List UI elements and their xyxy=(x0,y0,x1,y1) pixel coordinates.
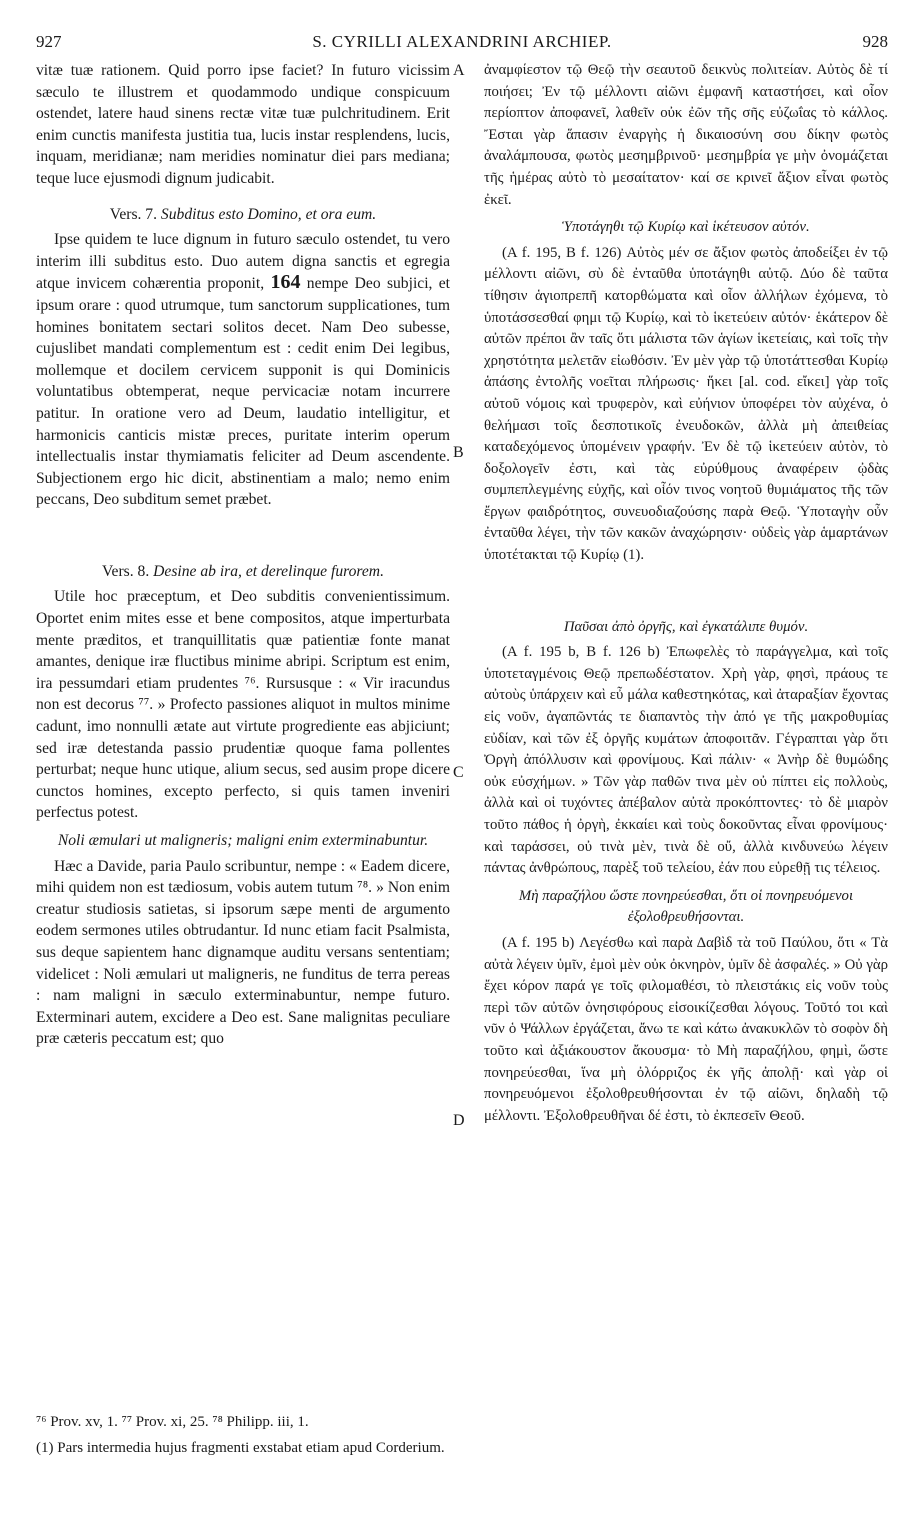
margin-letter-d: D xyxy=(453,1112,465,1129)
greek-paragraph-2-ref: (A f. 195 b, B f. 126 b) xyxy=(502,644,660,661)
latin-paragraph-1b: nempe Deo subjici, et ipsum orare : quod utrumque, tum sanctorum supplicationes, tum homines bonitatem sectari solitos decet. Nam Deo subesse, cujuslibet mandati complementum est : cedit enim Dei legibus, mollemque et docilem cervicem supponit is qui Dominicis voluntatibus obtemperat, neque pervicaciæ notam incurrere patitur. In oratione vero ad Deum, laudatio intelligitur, et harmonicis canticis mistæ preces, puritate interim operum intellectualis instar thymiamatis feliciter ad Deum ascendente. Subjectionem ergo hic dicit, abstinentiam a malo; nemo enim peccans, Deo subditum semet præbet. xyxy=(36,275,450,509)
latin-paragraph-3: Hæc a Davide, paria Paulo scribuntur, nempe : « Eadem dicere, mihi quidem non est tædiosum, vobis autem tutum ⁷⁸. » Non enim creatur studiosis satietas, si ipsorum sæpe menti de argumento eodem sermones utiles obtrudantur. Id nunc etiam facit Psalmista, sus deque sapientem hanc dignamque auditu versans sententiam; videlicet : Noli æmulari ut maligneris, ne funditus de terra pereas : nam maligni in sæculo exterminabuntur, nempe futuro. Exterminari autem, excidere a Deo est. Sane malignitas peculiare præ cæteris peccatum est; quo xyxy=(36,857,450,1048)
greek-paragraph-2 xyxy=(484,642,888,880)
greek-heading-2 xyxy=(484,617,888,639)
page-number-right: 928 xyxy=(862,32,888,51)
greek-column xyxy=(484,60,888,1127)
greek-heading-2-text: Παῦσαι ἀπὸ ὀργῆς, καὶ ἐγκατάλιπε θυμόν. xyxy=(563,618,809,635)
latin-heading-7-text: Subditus esto Domino, et ora eum. xyxy=(160,205,377,223)
latin-paragraph-1a: Ipse quidem te luce dignum in futuro sæculo ostendet, tu vero interim illi subditus esto. Duo autem digna sanctis et egregia atque invicem cohærentia proponit, xyxy=(36,231,450,293)
margin-letter-a: A xyxy=(453,62,465,79)
greek-paragraph-3-text: Λεγέσθω καὶ παρὰ Δαβὶδ τὰ τοῦ Παύλου, ὅτι « Τὰ αὐτὰ λέγειν ὑμῖν, ἐμοὶ μὲν οὐκ ὀκνηρὸν, ὑμῖν δὲ ἀσφαλές. » Οὐ γὰρ ἔχει κόρον παρά γε τοῖς φιλομαθέσι, τὸ πλειστάκις εἰς νοῦν τοὺς περὶ τῶν αὐτῶν ὀνησιφόρους εἰσοικίζεσθαι λόγους. Τοῦτό τοι καὶ νῦν ὁ Ψάλλων ἐργάζεται, ἄνω τε καὶ κάτω ἀνακυκλῶν τὸ σοφὸν δὴ τοῦτο καὶ ἀξιάκουστον ἄκουσμα· τὸ Μὴ παραζήλου, φημὶ, ὥστε πονηρεύεσθαι, ἵνα μὴ ὀλόρριζος ἐκ γῆς ἀπολῇ· καὶ γὰρ οἱ πονηρευόμενοι ἐξολοθρευθήσονται ἐν τῷ αἰῶνι, δηλαδὴ τῷ μέλλοντι. Ἐξολοθρευθῆναι δέ ἐστι, τὸ ἐκπεσεῖν Θεοῦ. xyxy=(484,934,889,1124)
greek-paragraph-0: ἀναμφίεστον τῷ Θεῷ τὴν σεαυτοῦ δεικνὺς πολιτείαν. Αὐτὸς δὲ τί ποιήσει; Ἐν τῷ μέλλοντι αἰῶνι ἐμφανῆ καταστήσει, καὶ οἷον περίοπτον ἀποφανεῖ, λαθεῖν οὐκ ἐῶν τῆς σῆς εὐζωΐας τὸ κάλλος. Ἔσται γὰρ ἅπασιν ἐναργὴς ἡ δικαιοσύνη σου δίκην φωτὸς ἀναλάμπουσα, φωτὸς μεσημβρινοῦ· μεσημβρία γε μὴν ὀνομάζεται τῆς ἡμέρας αὐτὸ τὸ μεσαίτατον· καί σε κρινεῖ ἄξιον εἶναι φωτὸς ἐκεῖ. xyxy=(484,62,888,208)
footnote-1: (1) Pars intermedia hujus fragmenti exstabat etiam apud Corderium. xyxy=(36,1440,445,1456)
latin-heading-noli-text: Noli æmulari ut maligneris; maligni enim exterminabuntur. xyxy=(57,832,429,849)
latin-heading-vers-7 xyxy=(36,204,450,226)
greek-heading-3-text: Μὴ παραζήλου ὥστε πονηρεύεσθαι, ὅτι οἱ πονηρευόμενοι ἐξολοθρευθήσονται. xyxy=(518,887,854,926)
page-number-left: 927 xyxy=(36,32,62,51)
running-title: S. CYRILLI ALEXANDRINI ARCHIEP. xyxy=(312,32,612,51)
latin-paragraph-1 xyxy=(36,229,450,511)
greek-paragraph-2-text: Ἐπωφελὲς τὸ παράγγελμα, καὶ τοῖς ὑποτεταγμένοις Θεῷ πρεπωδέστατον. Χρὴ γὰρ, φησὶ, πράους τε αὐτοὺς ὑπάρχειν καὶ εὖ μάλα καθεστηκότας, καὶ ἀταραξίαν ἔχοντας εἰς νοῦν, ἀγαπῶντάς τε διαπαντὸς τὴν ἀπό γε τῆς μακροθυμίας εὐδίαν, καὶ τῶν ἐξ ὀργῆς κυμάτων ἀποφοιτᾶν. Γέγραπται γὰρ ὅτι Ὀργὴ ἀπόλλυσιν καὶ φρονίμους. Καὶ πάλιν· « Ἀνὴρ δὲ θυμώδης οὐκ εὐσχήμων. » Τῶν γὰρ παθῶν τινα μὲν οὐ πίπτει εἰς πολλοὺς, ἀλλὰ καὶ οἱ τυχόντες ἀπέβαλον αὐτὰ προκόπτοντες· τὸ δὲ μιαρὸν τοῦτο πάθος ἡ ὀργὴ, ἐκκαίει καὶ τοὺς δοκοῦντας εἶναι φρονίμους· καὶ ταράσσει, οὐ τινὰ μὲν, τινὰ δὲ οὔ, ἀλλὰ κινδυνεύω λέγειν πάντας ἀνθρώπους, παρὲξ τοῦ τελείου, ἐάν που εὑρεθῇ τις τέλειος. xyxy=(484,644,889,877)
greek-heading-3 xyxy=(484,886,888,929)
greek-paragraph-1-ref: (A f. 195, B f. 126) xyxy=(502,244,622,261)
footnote-references: ⁷⁶ Prov. xv, 1. ⁷⁷ Prov. xi, 25. ⁷⁸ Philipp. iii, 1. xyxy=(36,1414,309,1430)
page-header xyxy=(36,32,888,54)
latin-column xyxy=(36,60,450,1050)
greek-heading-1-text: Ὑποτάγηθι τῷ Κυρίῳ καὶ ἱκέτευσον αὐτόν. xyxy=(562,219,810,236)
greek-paragraph-3-ref: (A f. 195 b) xyxy=(502,934,575,951)
latin-heading-vers-8 xyxy=(36,561,450,583)
latin-heading-8-text: Desine ab ira, et derelinque furorem. xyxy=(153,562,384,580)
greek-paragraph-1-text: Αὐτὸς μέν σε ἄξιον φωτὸς ἀποδείξει ἐν τῷ μέλλοντι αἰῶνι, σὺ δὲ ἐνταῦθα ὑποτάγηθι αὐτῷ. Δύο δὲ ταῦτα τίθησιν ἁγιοπρεπῆ κατορθώματα καὶ οἷον ἀλλήλων ἐχόμενα, τὸ ὑποτάσσεσθαί φημι τῷ Κυρίῳ, καὶ τὸ ἱκετεύειν αὐτόν· ἑκάτερον δὲ αὐτῶν πρέποι ἂν ταῖς ὅτι μάλιστα τῶν ἁγίων ἱκετείαις, καὶ τοῖς τὴν χρηστότητα μελετᾶν εἰωθόσιν. Ἐν μὲν γὰρ τῷ ὑποτάττεσθαι Κυρίῳ ἁπάσης ἐντολῆς νοεῖται πλήρωσις· ἥκει [al. cod. εἴκει] γὰρ τοῖς αὐτοῦ νόμοις καὶ τρυφερὸν, καὶ εὐήνιον ὑποφέρει τὸν αὐχένα, ὁ θελήμασι τοῖς δεσποτικοῖς ἐνευδοκῶν, ἀλλὰ μὴ ἀπειθείας καταδεχόμενος ὑπομένειν γραφήν. Ἐν δὲ τῷ ἱκετεύειν αὐτὸν, τὸ δοξολογεῖν ἐστι, καὶ τὰς εὐρύθμους ἀναφέρειν ᾠδὰς συμπεπλεγμένης εὐχῆς, καὶ οἷόν τινος νοητοῦ θυμιάματος τῆς τῶν ἔργων φαιδρότητος, συνευοδιαζούσης παρὰ Θεῷ. Ὑποταγὴν οὖν ἐνταῦθα λέγει, τὴν τῶν κακῶν ἀναχώρησιν· οὐδεὶς γὰρ ἁμαρτάνων ὑποτέτακται τῷ Κυρίῳ (1). xyxy=(484,244,888,564)
greek-paragraph-1 xyxy=(484,243,888,567)
margin-letter-b: B xyxy=(453,444,464,461)
latin-paragraph-0: vitæ tuæ rationem. Quid porro ipse faciet? In futuro vicissim sæculo te illustrem et quodammodo undique conspicuum ostendet, latere haud sinens rectæ vitæ tuæ pulchritudinem. Erit enim cunctis manifesta justitia tua, lucis instar resplendens, lucis, inquam, meridianæ; nam meridies nominatur diei pars mediana; teque luce ejusmodi dignum judicabit. xyxy=(36,62,450,187)
latin-heading-8-prefix: Vers. 8. xyxy=(102,562,150,580)
latin-paragraph-2: Utile hoc præceptum, et Deo subditis convenientissimum. Oportet enim mites esse et bene compositos, atque imperturbata mente præditos, et tranquillitatis quæ patientiæ fonte manat amantes, denique iræ fluctibus minime abripi. Scriptum est enim, ira pessumdari etiam prudentes ⁷⁶. Rursusque : « Vir iracundus non est decorus ⁷⁷. » Profecto passiones aliquot in multos minime cadunt, imo nonnulli ætate aut virtute progrediente eas abjiciunt; sed iræ detestanda passio prudentiæ quoque fama pollentes perturbat; neque hunc utique, alium secus, sed ausim prope dicere cunctos homines, excepto perfecto, si quis tamen inveniri perfectus potest. xyxy=(36,588,450,822)
greek-heading-1 xyxy=(484,217,888,239)
latin-heading-7-prefix: Vers. 7. xyxy=(109,205,158,223)
page-marker-number: 164 xyxy=(270,271,301,294)
greek-paragraph-3 xyxy=(484,933,888,1127)
margin-letter-c: C xyxy=(453,764,464,781)
latin-heading-noli xyxy=(36,830,450,852)
